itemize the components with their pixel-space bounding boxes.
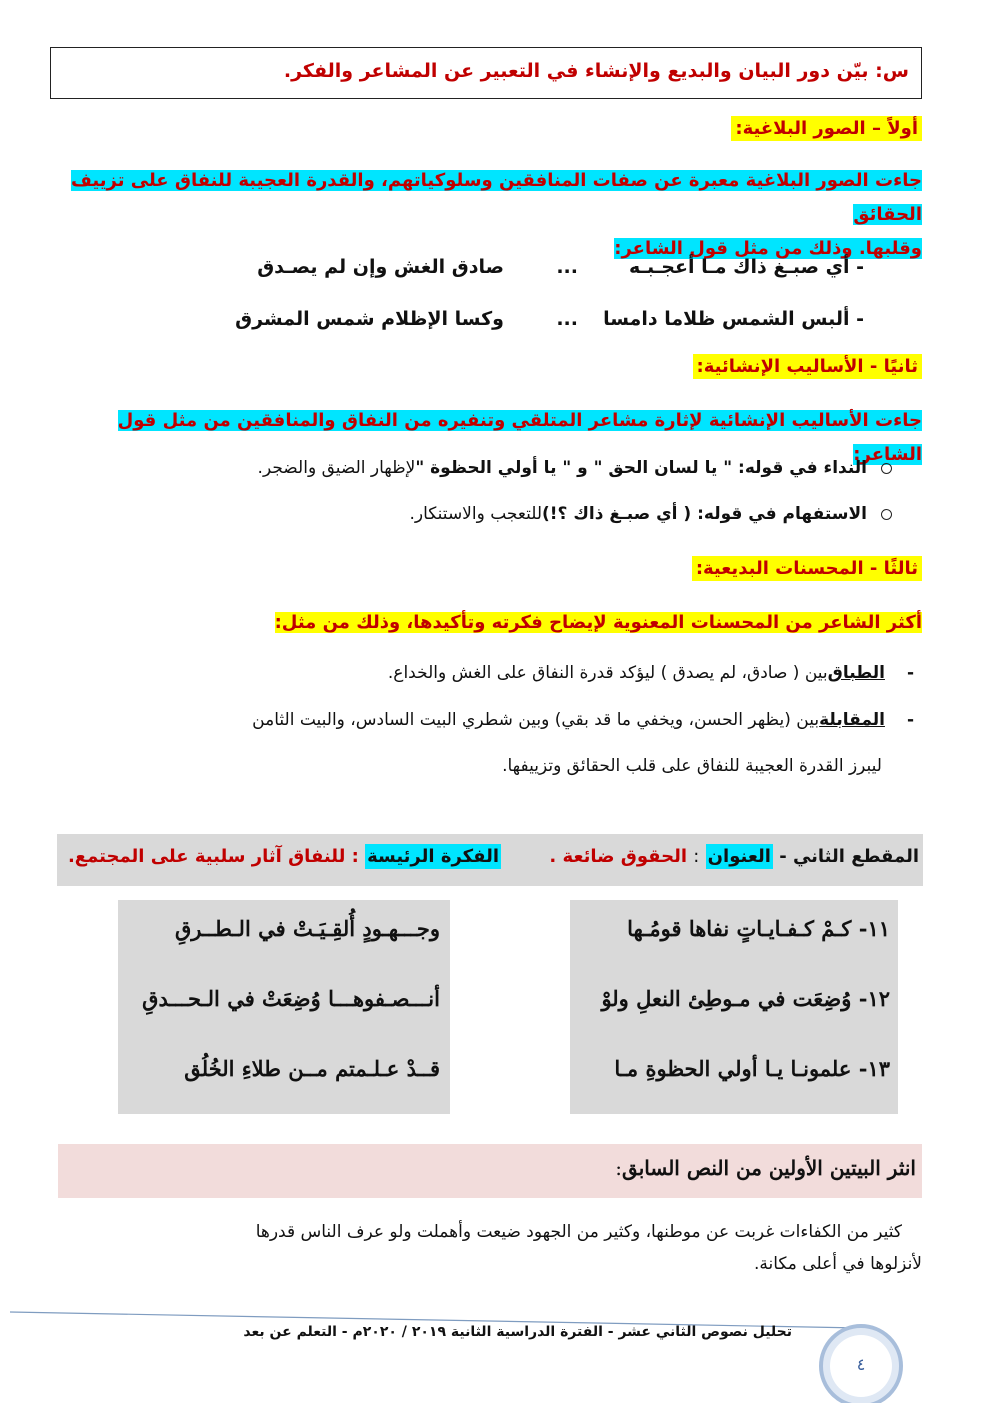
- dash-bullet-icon: -: [906, 710, 914, 730]
- section1-intro: [70, 164, 922, 266]
- passage-idea-label: الفكرة الرئيسة: [367, 846, 499, 867]
- section3-heading: ثالثًا - المحسنات البديعية:: [692, 558, 922, 579]
- prose-answer: [70, 1216, 922, 1280]
- poem-line: قــدْ عـلـمتم مــن طلاءِ الخُلُق: [184, 1056, 440, 1081]
- question-text: س: بيّن دور البيان والبديع والإنشاء في التعبير عن المشاعر والفكر.: [283, 60, 909, 82]
- prose-task-bar: [58, 1144, 922, 1198]
- poem-line: ١١- كـمْ كـفـايـاتٍ نفاها قومُـها: [627, 916, 890, 941]
- section3-intro: أكثر الشاعر من المحسنات المعنوية لإيضاح فكرته وتأكيدها، وذلك من مثل:: [274, 612, 922, 633]
- poem-right-column: [570, 900, 898, 1114]
- list-item: - الطباق بين ( صادق، لم يصدق ) ليؤكد قدرة النفاق على الغش والخداع.: [387, 663, 914, 683]
- circle-bullet-icon: [881, 463, 892, 474]
- poem-line: ١٣- علمونـا يـا أولي الحظوةِ مـا: [614, 1056, 890, 1081]
- list-item: النداء في قوله: " يا لسان الحق " و " يا أولي الحظوة " لإظهار الضيق والضجر.: [258, 458, 892, 478]
- verse-2-sep: ...: [556, 308, 578, 330]
- passage-title-value: الحقوق ضائعة .: [549, 846, 688, 867]
- prose-task-heading: انثر البيتين الأولين من النص السابق:: [615, 1156, 916, 1180]
- section2-heading: ثانيًا - الأساليب الإنشائية:: [693, 356, 922, 377]
- poem-line: ١٢- وُضِعَت في مـوطِئ النعلِ ولوْ: [601, 986, 890, 1011]
- section2-intro: جاءت الأساليب الإنشائية لإثارة مشاعر المتلقي وتنفيره من النفاق والمنافقين من مثل قول الشاعر:: [117, 410, 922, 465]
- verse-2-first: - ألبس الشمس ظلاما دامسا: [603, 308, 864, 330]
- section1-intro-line2: وقلبها. وذلك من مثل قول الشاعر:: [614, 238, 922, 259]
- section1-heading: أولاً – الصور البلاغية:: [731, 118, 922, 139]
- section1-intro-line1: جاءت الصور البلاغية معبرة عن صفات المنافقين وسلوكياتهم، والقدرة العجيبة للنفاق على تزييف الحقائق: [70, 170, 922, 225]
- verse-2-second: وكسا الإظلام شمس المشرق: [235, 308, 504, 330]
- passage-idea: [68, 846, 501, 867]
- prose-answer-line1: كثير من الكفاءات غربت عن موطنها، وكثير من الجهود ضيعت وأهملت ولو عرف الناس قدرها: [255, 1222, 902, 1242]
- verse-1-sep: ...: [556, 256, 578, 278]
- poem-line: وجـــهـودٍ أُلقِـيَـتْ في الـطــرقِ: [174, 916, 440, 941]
- section3-continuation: ليبرز القدرة العجيبة للنفاق على قلب الحقائق وتزييفها.: [502, 756, 882, 776]
- passage-header-bar: [57, 834, 923, 886]
- footer-text: تحليل نصوص الثاني عشر - الفترة الدراسية الثانية ٢٠١٩ / ٢٠٢٠م - التعلم عن بعد: [243, 1324, 792, 1340]
- question-box: [50, 47, 922, 99]
- circle-bullet-icon: [881, 509, 892, 520]
- footer-decoration: [0, 1296, 992, 1403]
- passage-header: المقطع الثاني - العنوان : الحقوق ضائعة .: [549, 846, 919, 867]
- list-item: الاستفهام في قوله: ( أي صبـغ ذاك ؟!) للتعجب والاستنكار.: [410, 504, 893, 524]
- dash-bullet-icon: -: [906, 663, 914, 683]
- prose-answer-line2: لأنزلوها في أعلى مكانة.: [753, 1254, 922, 1274]
- verse-1-first: - أي صبـغ ذاك مـا أعجـبـه: [629, 256, 864, 278]
- poem-left-column: [118, 900, 450, 1114]
- passage-part-label: المقطع الثاني -: [779, 846, 919, 867]
- passage-title-label: العنوان: [707, 846, 771, 867]
- poem-line: أنـــصـفوهـــا وُضِعَتْ في الـحـــدقِ: [142, 986, 440, 1011]
- passage-idea-value: : للنفاق آثار سلبية على المجتمع.: [67, 846, 359, 867]
- list-item: - المقابلة بين (يظهر الحسن، ويخفي ما قد بقي) وبين شطري البيت السادس، والبيت الثامن: [252, 710, 914, 730]
- page-number: ٤: [856, 1355, 866, 1374]
- verse-1-second: صادق الغش وإن لم يصـدق: [257, 256, 504, 278]
